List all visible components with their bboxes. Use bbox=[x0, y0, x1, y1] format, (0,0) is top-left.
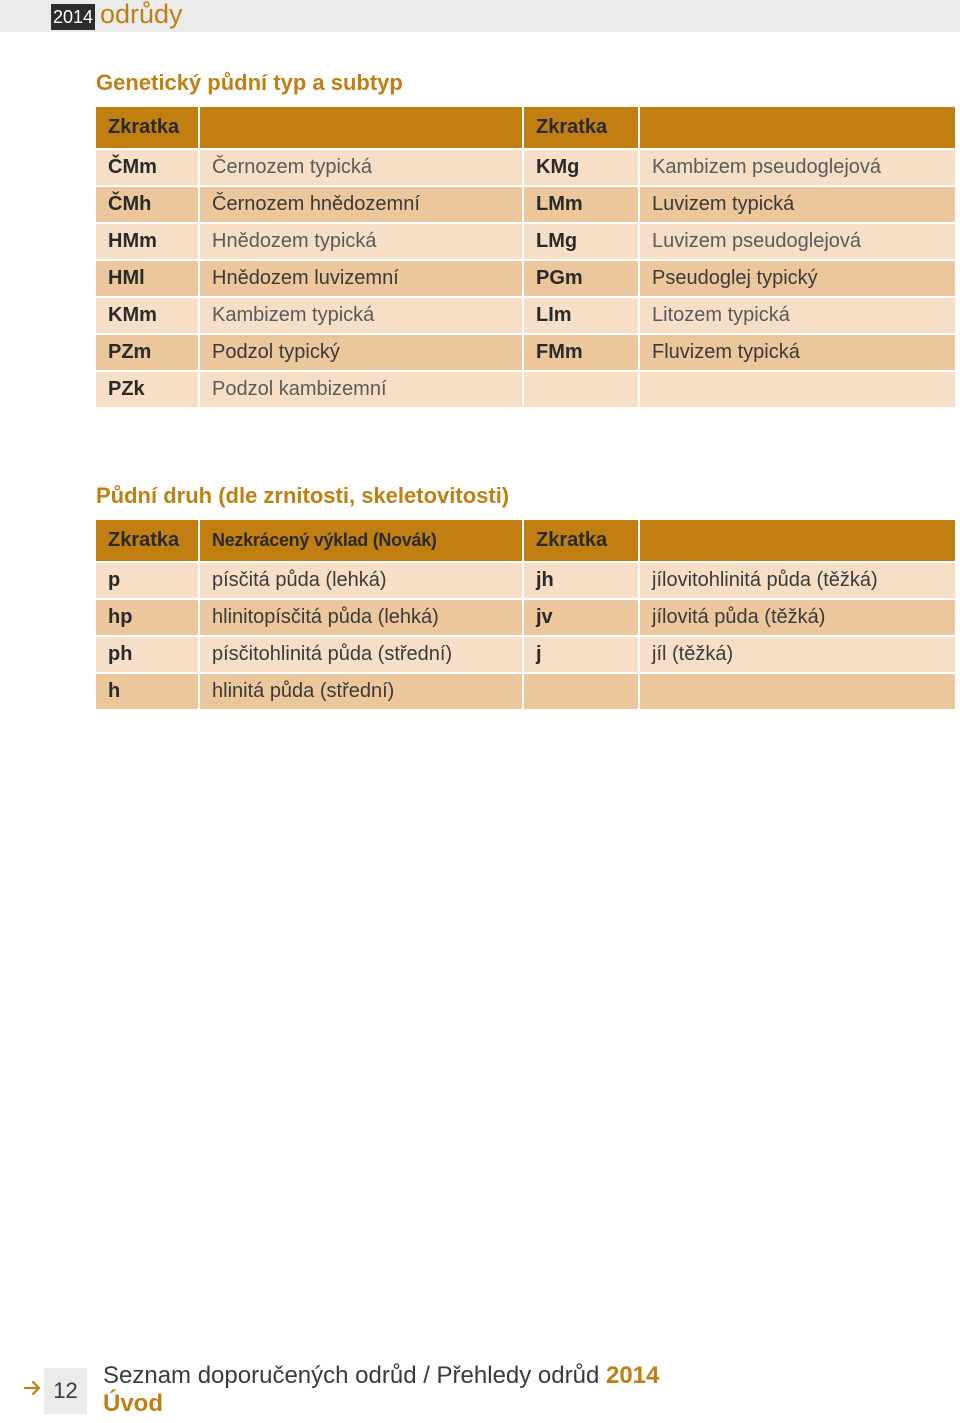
arrow-right-icon bbox=[24, 1378, 42, 1398]
table-header-row bbox=[96, 520, 955, 563]
table-row bbox=[96, 600, 955, 637]
description-cell: Pseudoglej typický bbox=[640, 261, 955, 298]
column-header bbox=[640, 107, 955, 150]
code-cell: LIm bbox=[524, 298, 640, 335]
table-header-row bbox=[96, 107, 955, 150]
footer-publication-line bbox=[103, 1362, 659, 1390]
code-cell: hp bbox=[96, 600, 200, 637]
description-cell: Černozem hnědozemní bbox=[200, 187, 524, 224]
code-cell: LMm bbox=[524, 187, 640, 224]
table-row bbox=[96, 224, 955, 261]
code-cell: jh bbox=[524, 563, 640, 600]
code-cell: HMm bbox=[96, 224, 200, 261]
code-cell: KMg bbox=[524, 150, 640, 187]
year-badge: 2014 bbox=[51, 4, 95, 30]
description-cell: jílovitohlinitá půda (těžká) bbox=[640, 563, 955, 600]
column-header bbox=[640, 520, 955, 563]
description-cell: Luvizem pseudoglejová bbox=[640, 224, 955, 261]
footer-publication-title: Seznam doporučených odrůd / Přehledy odrůd bbox=[103, 1362, 600, 1389]
code-cell: p bbox=[96, 563, 200, 600]
table-row bbox=[96, 298, 955, 335]
description-cell bbox=[640, 372, 955, 409]
table-row bbox=[96, 261, 955, 298]
description-cell: jílovitá půda (těžká) bbox=[640, 600, 955, 637]
column-header bbox=[200, 107, 524, 150]
description-cell: písčitá půda (lehká) bbox=[200, 563, 524, 600]
footer-year: 2014 bbox=[605, 1362, 660, 1389]
code-cell: FMm bbox=[524, 335, 640, 372]
code-cell bbox=[524, 674, 640, 711]
description-cell: Hnědozem luvizemní bbox=[200, 261, 524, 298]
code-cell: jv bbox=[524, 600, 640, 637]
description-cell: jíl (těžká) bbox=[640, 637, 955, 674]
code-cell: HMl bbox=[96, 261, 200, 298]
description-cell: hlinitá půda (střední) bbox=[200, 674, 524, 711]
description-cell: Podzol kambizemní bbox=[200, 372, 524, 409]
column-header: Nezkrácený výklad (Novák) bbox=[200, 520, 524, 563]
code-cell: PZk bbox=[96, 372, 200, 409]
description-cell: Hnědozem typická bbox=[200, 224, 524, 261]
description-cell: Fluvizem typická bbox=[640, 335, 955, 372]
column-header: Zkratka bbox=[524, 107, 640, 150]
code-cell: PGm bbox=[524, 261, 640, 298]
code-cell: LMg bbox=[524, 224, 640, 261]
table-row bbox=[96, 637, 955, 674]
section-heading-soil-type: Genetický půdní typ a subtyp bbox=[96, 70, 403, 95]
description-cell: hlinitopísčitá půda (lehká) bbox=[200, 600, 524, 637]
code-cell: KMm bbox=[96, 298, 200, 335]
description-cell: Luvizem typická bbox=[640, 187, 955, 224]
table-row bbox=[96, 563, 955, 600]
page-number: 12 bbox=[44, 1368, 87, 1414]
soil-texture-table bbox=[96, 520, 955, 711]
footer-section-name: Úvod bbox=[103, 1390, 163, 1417]
description-cell: písčitohlinitá půda (střední) bbox=[200, 637, 524, 674]
description-cell: Kambizem pseudoglejová bbox=[640, 150, 955, 187]
code-cell: ČMh bbox=[96, 187, 200, 224]
code-cell bbox=[524, 372, 640, 409]
table-row bbox=[96, 187, 955, 224]
code-cell: ph bbox=[96, 637, 200, 674]
description-cell: Podzol typický bbox=[200, 335, 524, 372]
publication-title: odrůdy bbox=[100, 0, 183, 29]
column-header: Zkratka bbox=[96, 107, 200, 150]
description-cell: Litozem typická bbox=[640, 298, 955, 335]
code-cell: ČMm bbox=[96, 150, 200, 187]
description-cell bbox=[640, 674, 955, 711]
table-row bbox=[96, 372, 955, 409]
table-row bbox=[96, 674, 955, 711]
table-row bbox=[96, 150, 955, 187]
column-header: Zkratka bbox=[524, 520, 640, 563]
code-cell: j bbox=[524, 637, 640, 674]
column-header: Zkratka bbox=[96, 520, 200, 563]
soil-type-table bbox=[96, 107, 955, 409]
table-row bbox=[96, 335, 955, 372]
description-cell: Černozem typická bbox=[200, 150, 524, 187]
section-heading-soil-texture: Půdní druh (dle zrnitosti, skeletovitosti) bbox=[96, 483, 510, 508]
code-cell: h bbox=[96, 674, 200, 711]
description-cell: Kambizem typická bbox=[200, 298, 524, 335]
code-cell: PZm bbox=[96, 335, 200, 372]
